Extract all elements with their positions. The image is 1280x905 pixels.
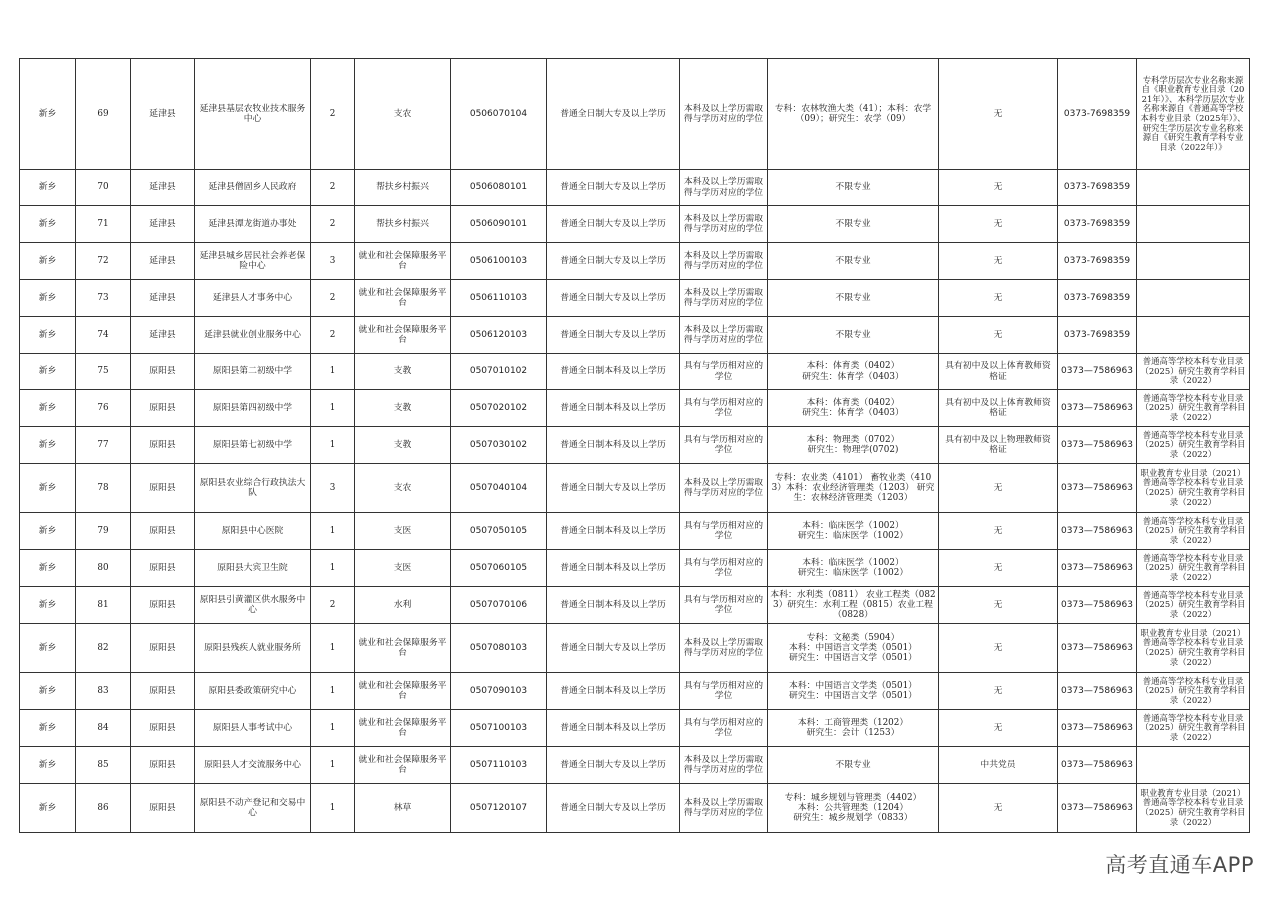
code-cell: 0507070106 xyxy=(451,587,547,624)
table-row xyxy=(20,673,1250,710)
county-cell: 延津县 xyxy=(131,243,195,280)
degree-cell: 本科及以上学历需取得与学历对应的学位 xyxy=(680,317,768,354)
count-cell: 1 xyxy=(311,747,355,784)
code-cell: 0506100103 xyxy=(451,243,547,280)
county-cell: 延津县 xyxy=(131,280,195,317)
county-cell: 原阳县 xyxy=(131,550,195,587)
education-cell: 普通全日制本科及以上学历 xyxy=(547,550,680,587)
city-cell: 新乡 xyxy=(20,710,76,747)
major-cell: 不限专业 xyxy=(768,280,939,317)
condition-cell: 无 xyxy=(939,673,1058,710)
education-cell: 普通全日制本科及以上学历 xyxy=(547,513,680,550)
post-cell: 就业和社会保障服务平台 xyxy=(355,710,451,747)
table-row xyxy=(20,624,1250,673)
note-cell: 普通高等学校本科专业目录（2025）研究生教育学科目录（2022） xyxy=(1137,673,1250,710)
city-cell: 新乡 xyxy=(20,390,76,427)
education-cell: 普通全日制大专及以上学历 xyxy=(547,317,680,354)
phone-cell: 0373—7586963 xyxy=(1058,673,1137,710)
county-cell: 原阳县 xyxy=(131,354,195,390)
condition-cell: 无 xyxy=(939,710,1058,747)
code-cell: 0506080101 xyxy=(451,170,547,206)
post-cell: 支农 xyxy=(355,464,451,513)
condition-cell: 无 xyxy=(939,280,1058,317)
table-row xyxy=(20,587,1250,624)
city-cell: 新乡 xyxy=(20,624,76,673)
degree-cell: 本科及以上学历需取得与学历对应的学位 xyxy=(680,170,768,206)
condition-cell: 无 xyxy=(939,513,1058,550)
county-cell: 延津县 xyxy=(131,317,195,354)
note-cell: 专科学历层次专业名称来源自《职业教育专业目录（2021年）》、本科学历层次专业名称来源自《普通高等学校本科专业目录（2025年）》、研究生学历层次专业名称来源自《研究生教育学科专业目录（2022年）》 xyxy=(1137,59,1250,170)
unit-cell: 原阳县第二初级中学 xyxy=(195,354,311,390)
table-row xyxy=(20,243,1250,280)
code-cell: 0507060105 xyxy=(451,550,547,587)
post-cell: 水利 xyxy=(355,587,451,624)
note-cell: 普通高等学校本科专业目录（2025）研究生教育学科目录（2022） xyxy=(1137,587,1250,624)
major-cell: 不限专业 xyxy=(768,747,939,784)
condition-cell: 无 xyxy=(939,59,1058,170)
unit-cell: 原阳县人事考试中心 xyxy=(195,710,311,747)
unit-cell: 延津县人才事务中心 xyxy=(195,280,311,317)
unit-cell: 延津县城乡居民社会养老保险中心 xyxy=(195,243,311,280)
count-cell: 2 xyxy=(311,170,355,206)
unit-cell: 原阳县引黄灌区供水服务中心 xyxy=(195,587,311,624)
city-cell: 新乡 xyxy=(20,464,76,513)
phone-cell: 0373—7586963 xyxy=(1058,354,1137,390)
note-cell: 普通高等学校本科专业目录（2025）研究生教育学科目录（2022） xyxy=(1137,513,1250,550)
table-row xyxy=(20,513,1250,550)
unit-cell: 延津县潭龙街道办事处 xyxy=(195,206,311,243)
major-cell: 本科：水利类（0811） 农业工程类（0823）研究生：水利工程（0815）农业工程（0828） xyxy=(768,587,939,624)
condition-cell: 具有初中及以上体育教师资格证 xyxy=(939,354,1058,390)
city-cell: 新乡 xyxy=(20,673,76,710)
unit-cell: 延津县僧固乡人民政府 xyxy=(195,170,311,206)
count-cell: 3 xyxy=(311,464,355,513)
county-cell: 原阳县 xyxy=(131,624,195,673)
count-cell: 1 xyxy=(311,550,355,587)
phone-cell: 0373-7698359 xyxy=(1058,280,1137,317)
table-row xyxy=(20,464,1250,513)
table-row xyxy=(20,206,1250,243)
county-cell: 原阳县 xyxy=(131,747,195,784)
major-cell: 本科：临床医学（1002） 研究生：临床医学（1002） xyxy=(768,550,939,587)
post-cell: 就业和社会保障服务平台 xyxy=(355,747,451,784)
unit-cell: 原阳县大宾卫生院 xyxy=(195,550,311,587)
note-cell: 普通高等学校本科专业目录（2025）研究生教育学科目录（2022） xyxy=(1137,427,1250,464)
unit-cell: 原阳县第七初级中学 xyxy=(195,427,311,464)
unit-cell: 延津县基层农牧业技术服务中心 xyxy=(195,59,311,170)
major-cell: 不限专业 xyxy=(768,243,939,280)
post-cell: 支教 xyxy=(355,390,451,427)
number-cell: 69 xyxy=(76,59,131,170)
number-cell: 75 xyxy=(76,354,131,390)
condition-cell: 无 xyxy=(939,464,1058,513)
city-cell: 新乡 xyxy=(20,170,76,206)
count-cell: 1 xyxy=(311,354,355,390)
note-cell xyxy=(1137,206,1250,243)
unit-cell: 原阳县委政策研究中心 xyxy=(195,673,311,710)
number-cell: 83 xyxy=(76,673,131,710)
city-cell: 新乡 xyxy=(20,206,76,243)
city-cell: 新乡 xyxy=(20,59,76,170)
phone-cell: 0373—7586963 xyxy=(1058,710,1137,747)
code-cell: 0507020102 xyxy=(451,390,547,427)
table-row xyxy=(20,390,1250,427)
education-cell: 普通全日制本科及以上学历 xyxy=(547,390,680,427)
degree-cell: 本科及以上学历需取得与学历对应的学位 xyxy=(680,206,768,243)
post-cell: 帮扶乡村振兴 xyxy=(355,170,451,206)
post-cell: 林草 xyxy=(355,784,451,833)
education-cell: 普通全日制本科及以上学历 xyxy=(547,354,680,390)
table-row xyxy=(20,550,1250,587)
phone-cell: 0373-7698359 xyxy=(1058,206,1137,243)
degree-cell: 本科及以上学历需取得与学历对应的学位 xyxy=(680,243,768,280)
major-cell: 专科：农业类（4101） 畜牧业类（4103）本科：农业经济管理类（1203） 研究生：农林经济管理类（1203） xyxy=(768,464,939,513)
major-cell: 专科：农林牧渔大类（41）；本科：农学（09）；研究生：农学（09） xyxy=(768,59,939,170)
unit-cell: 原阳县残疾人就业服务所 xyxy=(195,624,311,673)
note-cell: 职业教育专业目录（2021）普通高等学校本科专业目录（2025）研究生教育学科目录（2022） xyxy=(1137,464,1250,513)
city-cell: 新乡 xyxy=(20,513,76,550)
count-cell: 1 xyxy=(311,513,355,550)
code-cell: 0507090103 xyxy=(451,673,547,710)
note-cell xyxy=(1137,747,1250,784)
education-cell: 普通全日制大专及以上学历 xyxy=(547,747,680,784)
table-row xyxy=(20,170,1250,206)
number-cell: 82 xyxy=(76,624,131,673)
major-cell: 不限专业 xyxy=(768,170,939,206)
position-table xyxy=(19,58,1250,833)
number-cell: 85 xyxy=(76,747,131,784)
degree-cell: 本科及以上学历需取得与学历对应的学位 xyxy=(680,624,768,673)
unit-cell: 延津县就业创业服务中心 xyxy=(195,317,311,354)
education-cell: 普通全日制本科及以上学历 xyxy=(547,587,680,624)
post-cell: 就业和社会保障服务平台 xyxy=(355,317,451,354)
county-cell: 延津县 xyxy=(131,206,195,243)
count-cell: 2 xyxy=(311,59,355,170)
phone-cell: 0373—7586963 xyxy=(1058,464,1137,513)
education-cell: 普通全日制本科及以上学历 xyxy=(547,710,680,747)
count-cell: 3 xyxy=(311,243,355,280)
count-cell: 2 xyxy=(311,317,355,354)
count-cell: 1 xyxy=(311,624,355,673)
table-row xyxy=(20,710,1250,747)
county-cell: 延津县 xyxy=(131,170,195,206)
code-cell: 0507100103 xyxy=(451,710,547,747)
condition-cell: 无 xyxy=(939,170,1058,206)
county-cell: 原阳县 xyxy=(131,587,195,624)
number-cell: 72 xyxy=(76,243,131,280)
note-cell xyxy=(1137,170,1250,206)
condition-cell: 无 xyxy=(939,784,1058,833)
education-cell: 普通全日制本科及以上学历 xyxy=(547,427,680,464)
city-cell: 新乡 xyxy=(20,243,76,280)
major-cell: 专科：城乡规划与管理类（4402） 本科：公共管理类（1204） 研究生：城乡规划学（0833） xyxy=(768,784,939,833)
phone-cell: 0373-7698359 xyxy=(1058,317,1137,354)
county-cell: 原阳县 xyxy=(131,427,195,464)
county-cell: 延津县 xyxy=(131,59,195,170)
education-cell: 普通全日制大专及以上学历 xyxy=(547,243,680,280)
post-cell: 支医 xyxy=(355,513,451,550)
major-cell: 不限专业 xyxy=(768,206,939,243)
education-cell: 普通全日制大专及以上学历 xyxy=(547,464,680,513)
county-cell: 原阳县 xyxy=(131,784,195,833)
table-row xyxy=(20,280,1250,317)
major-cell: 不限专业 xyxy=(768,317,939,354)
code-cell: 0506110103 xyxy=(451,280,547,317)
degree-cell: 具有与学历相对应的学位 xyxy=(680,390,768,427)
city-cell: 新乡 xyxy=(20,317,76,354)
post-cell: 就业和社会保障服务平台 xyxy=(355,243,451,280)
post-cell: 支教 xyxy=(355,427,451,464)
table-row xyxy=(20,354,1250,390)
phone-cell: 0373—7586963 xyxy=(1058,427,1137,464)
county-cell: 原阳县 xyxy=(131,673,195,710)
major-cell: 本科：体育类（0402） 研究生：体育学（0403） xyxy=(768,390,939,427)
education-cell: 普通全日制大专及以上学历 xyxy=(547,170,680,206)
post-cell: 就业和社会保障服务平台 xyxy=(355,624,451,673)
note-cell xyxy=(1137,243,1250,280)
condition-cell: 无 xyxy=(939,587,1058,624)
code-cell: 0506120103 xyxy=(451,317,547,354)
education-cell: 普通全日制大专及以上学历 xyxy=(547,624,680,673)
phone-cell: 0373-7698359 xyxy=(1058,170,1137,206)
education-cell: 普通全日制大专及以上学历 xyxy=(547,59,680,170)
condition-cell: 具有初中及以上物理教师资格证 xyxy=(939,427,1058,464)
number-cell: 79 xyxy=(76,513,131,550)
number-cell: 80 xyxy=(76,550,131,587)
unit-cell: 原阳县不动产登记和交易中心 xyxy=(195,784,311,833)
count-cell: 1 xyxy=(311,673,355,710)
phone-cell: 0373—7586963 xyxy=(1058,624,1137,673)
education-cell: 普通全日制大专及以上学历 xyxy=(547,784,680,833)
code-cell: 0507110103 xyxy=(451,747,547,784)
code-cell: 0507040104 xyxy=(451,464,547,513)
condition-cell: 无 xyxy=(939,317,1058,354)
post-cell: 支农 xyxy=(355,59,451,170)
phone-cell: 0373—7586963 xyxy=(1058,550,1137,587)
condition-cell: 无 xyxy=(939,243,1058,280)
count-cell: 1 xyxy=(311,710,355,747)
degree-cell: 具有与学历相对应的学位 xyxy=(680,550,768,587)
phone-cell: 0373—7586963 xyxy=(1058,784,1137,833)
city-cell: 新乡 xyxy=(20,354,76,390)
condition-cell: 具有初中及以上体育教师资格证 xyxy=(939,390,1058,427)
code-cell: 0507010102 xyxy=(451,354,547,390)
city-cell: 新乡 xyxy=(20,587,76,624)
education-cell: 普通全日制本科及以上学历 xyxy=(547,673,680,710)
degree-cell: 本科及以上学历需取得与学历对应的学位 xyxy=(680,784,768,833)
count-cell: 1 xyxy=(311,427,355,464)
code-cell: 0506070104 xyxy=(451,59,547,170)
code-cell: 0507080103 xyxy=(451,624,547,673)
unit-cell: 原阳县中心医院 xyxy=(195,513,311,550)
major-cell: 本科：工商管理类（1202） 研究生：会计（1253） xyxy=(768,710,939,747)
major-cell: 本科：临床医学（1002） 研究生：临床医学（1002） xyxy=(768,513,939,550)
degree-cell: 具有与学历相对应的学位 xyxy=(680,710,768,747)
table-row xyxy=(20,747,1250,784)
phone-cell: 0373-7698359 xyxy=(1058,243,1137,280)
degree-cell: 具有与学历相对应的学位 xyxy=(680,587,768,624)
post-cell: 支教 xyxy=(355,354,451,390)
phone-cell: 0373-7698359 xyxy=(1058,59,1137,170)
number-cell: 77 xyxy=(76,427,131,464)
unit-cell: 原阳县人才交流服务中心 xyxy=(195,747,311,784)
table-row xyxy=(20,59,1250,170)
code-cell: 0506090101 xyxy=(451,206,547,243)
code-cell: 0507030102 xyxy=(451,427,547,464)
note-cell xyxy=(1137,317,1250,354)
count-cell: 2 xyxy=(311,206,355,243)
county-cell: 原阳县 xyxy=(131,390,195,427)
phone-cell: 0373—7586963 xyxy=(1058,390,1137,427)
number-cell: 84 xyxy=(76,710,131,747)
note-cell: 普通高等学校本科专业目录（2025）研究生教育学科目录（2022） xyxy=(1137,354,1250,390)
degree-cell: 本科及以上学历需取得与学历对应的学位 xyxy=(680,464,768,513)
degree-cell: 本科及以上学历需取得与学历对应的学位 xyxy=(680,280,768,317)
code-cell: 0507050105 xyxy=(451,513,547,550)
note-cell: 普通高等学校本科专业目录（2025）研究生教育学科目录（2022） xyxy=(1137,390,1250,427)
city-cell: 新乡 xyxy=(20,280,76,317)
number-cell: 86 xyxy=(76,784,131,833)
count-cell: 1 xyxy=(311,390,355,427)
count-cell: 2 xyxy=(311,280,355,317)
number-cell: 78 xyxy=(76,464,131,513)
degree-cell: 本科及以上学历需取得与学历对应的学位 xyxy=(680,59,768,170)
table-row xyxy=(20,427,1250,464)
county-cell: 原阳县 xyxy=(131,464,195,513)
degree-cell: 具有与学历相对应的学位 xyxy=(680,354,768,390)
note-cell: 职业教育专业目录（2021）普通高等学校本科专业目录（2025）研究生教育学科目录（2022） xyxy=(1137,624,1250,673)
unit-cell: 原阳县农业综合行政执法大队 xyxy=(195,464,311,513)
table-row xyxy=(20,317,1250,354)
condition-cell: 无 xyxy=(939,206,1058,243)
major-cell: 本科：物理类（0702） 研究生：物理学(0702) xyxy=(768,427,939,464)
county-cell: 原阳县 xyxy=(131,513,195,550)
count-cell: 1 xyxy=(311,784,355,833)
note-cell: 普通高等学校本科专业目录（2025）研究生教育学科目录（2022） xyxy=(1137,710,1250,747)
major-cell: 专科：文秘类（5904） 本科：中国语言文学类（0501） 研究生：中国语言文学（0501） xyxy=(768,624,939,673)
number-cell: 71 xyxy=(76,206,131,243)
city-cell: 新乡 xyxy=(20,747,76,784)
phone-cell: 0373—7586963 xyxy=(1058,587,1137,624)
post-cell: 支医 xyxy=(355,550,451,587)
major-cell: 本科：中国语言文学类（0501） 研究生：中国语言文学（0501） xyxy=(768,673,939,710)
degree-cell: 具有与学历相对应的学位 xyxy=(680,427,768,464)
table-body xyxy=(20,59,1250,833)
count-cell: 2 xyxy=(311,587,355,624)
number-cell: 73 xyxy=(76,280,131,317)
unit-cell: 原阳县第四初级中学 xyxy=(195,390,311,427)
education-cell: 普通全日制大专及以上学历 xyxy=(547,206,680,243)
note-cell: 普通高等学校本科专业目录（2025）研究生教育学科目录（2022） xyxy=(1137,550,1250,587)
phone-cell: 0373—7586963 xyxy=(1058,513,1137,550)
number-cell: 76 xyxy=(76,390,131,427)
note-cell: 职业教育专业目录（2021）普通高等学校本科专业目录（2025）研究生教育学科目录（2022） xyxy=(1137,784,1250,833)
county-cell: 原阳县 xyxy=(131,710,195,747)
city-cell: 新乡 xyxy=(20,550,76,587)
post-cell: 帮扶乡村振兴 xyxy=(355,206,451,243)
code-cell: 0507120107 xyxy=(451,784,547,833)
major-cell: 本科：体育类（0402） 研究生：体育学（0403） xyxy=(768,354,939,390)
condition-cell: 中共党员 xyxy=(939,747,1058,784)
number-cell: 74 xyxy=(76,317,131,354)
watermark: 高考直通车APP xyxy=(1105,853,1254,877)
note-cell xyxy=(1137,280,1250,317)
degree-cell: 具有与学历相对应的学位 xyxy=(680,673,768,710)
degree-cell: 具有与学历相对应的学位 xyxy=(680,513,768,550)
city-cell: 新乡 xyxy=(20,784,76,833)
education-cell: 普通全日制大专及以上学历 xyxy=(547,280,680,317)
city-cell: 新乡 xyxy=(20,427,76,464)
number-cell: 81 xyxy=(76,587,131,624)
phone-cell: 0373—7586963 xyxy=(1058,747,1137,784)
condition-cell: 无 xyxy=(939,550,1058,587)
degree-cell: 本科及以上学历需取得与学历对应的学位 xyxy=(680,747,768,784)
post-cell: 就业和社会保障服务平台 xyxy=(355,280,451,317)
number-cell: 70 xyxy=(76,170,131,206)
post-cell: 就业和社会保障服务平台 xyxy=(355,673,451,710)
condition-cell: 无 xyxy=(939,624,1058,673)
table-row xyxy=(20,784,1250,833)
